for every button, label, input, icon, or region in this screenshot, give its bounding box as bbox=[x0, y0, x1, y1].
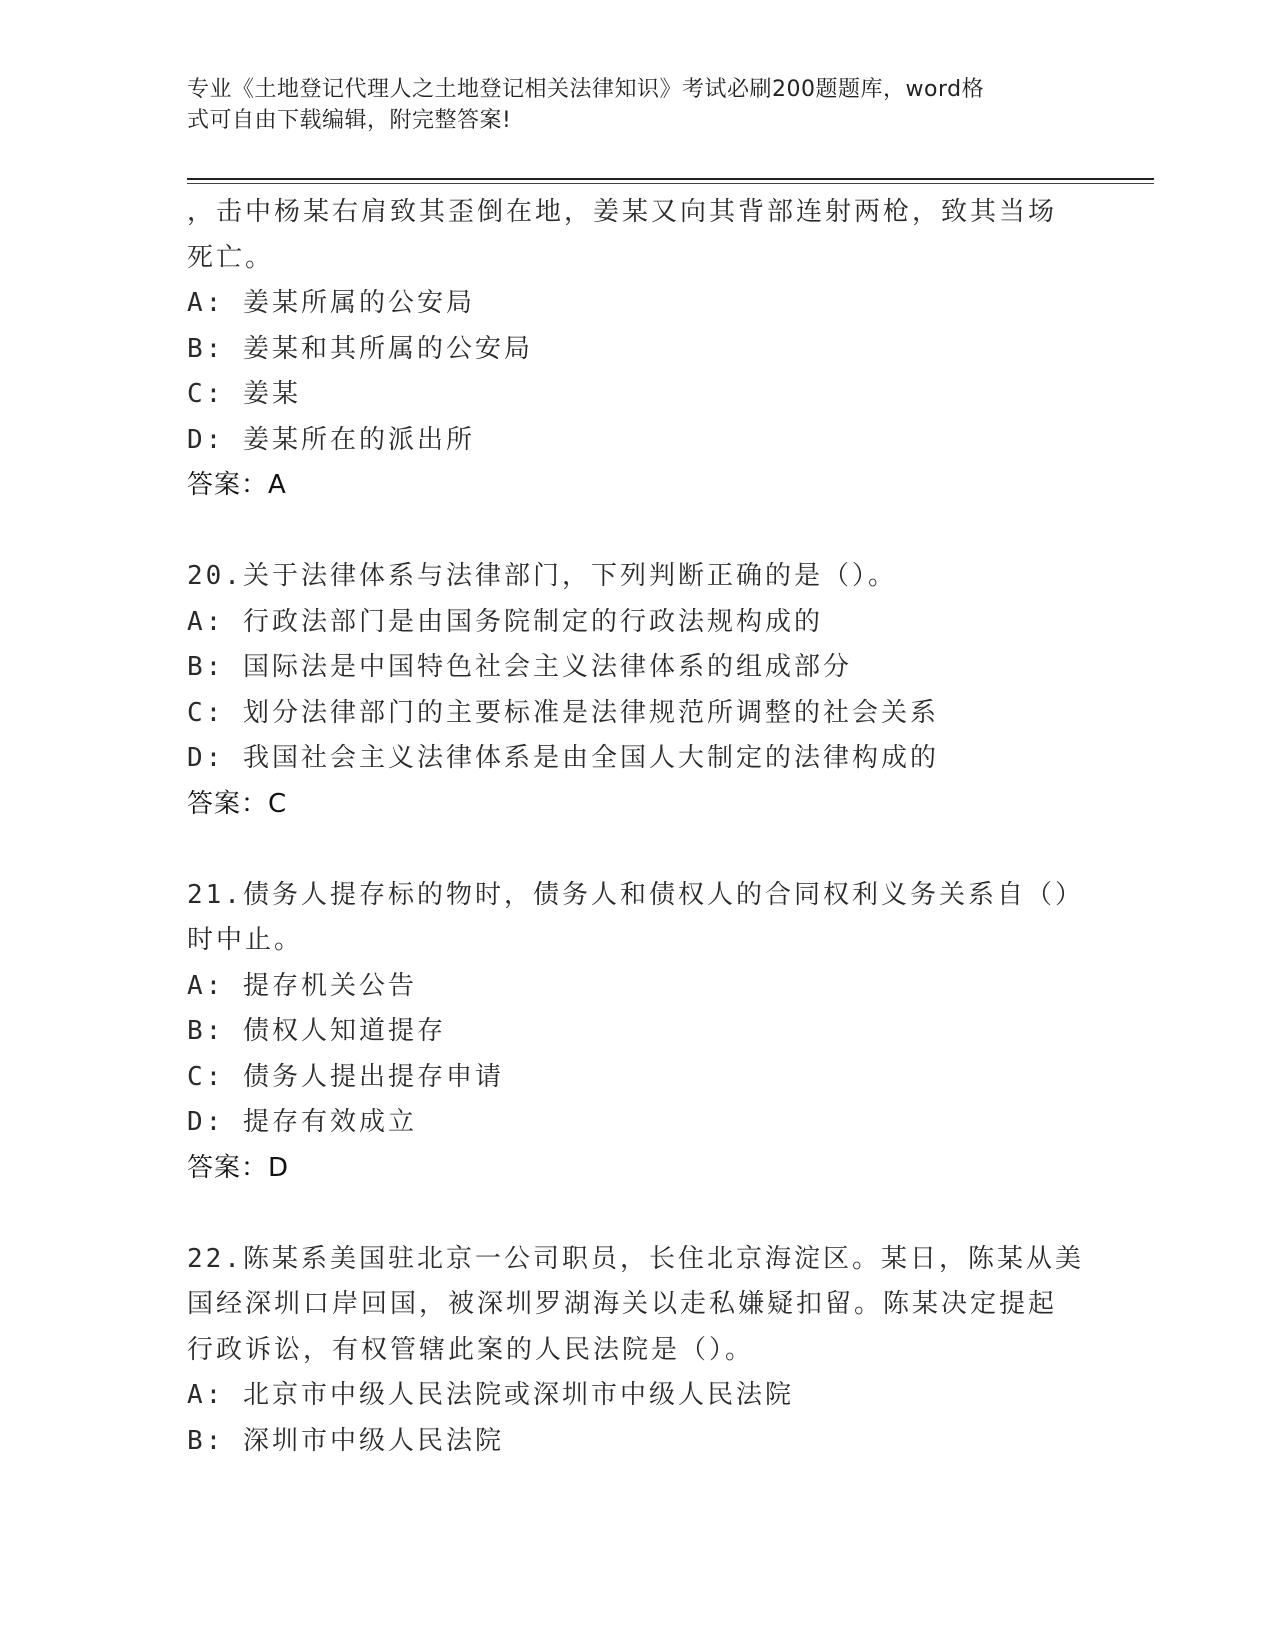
question-list bbox=[187, 190, 1087, 1464]
header-title-line-1: 专业《土地登记代理人之土地登记相关法律知识》考试必刷200题题库，word格 bbox=[187, 77, 985, 102]
option-d: D: 我国社会主义法律体系是由全国人大制定的法律构成的 bbox=[187, 743, 939, 773]
option-d: D: 提存有效成立 bbox=[187, 1107, 417, 1137]
option-a: A: 行政法部门是由国务院制定的行政法规构成的 bbox=[187, 606, 823, 637]
question-21 bbox=[187, 873, 1087, 1192]
question-stem-line: 21.债务人提存标的物时，债务人和债权人的合同权利义务关系自（） bbox=[187, 879, 1084, 910]
header-divider-thin bbox=[187, 183, 1154, 184]
option-c: C: 姜某 bbox=[187, 379, 301, 409]
question-stem-line: 时中止。 bbox=[187, 925, 304, 955]
question-stem-line: 死亡。 bbox=[187, 242, 275, 273]
question-20 bbox=[187, 554, 1087, 827]
option-b: B: 姜某和其所属的公安局 bbox=[187, 333, 533, 364]
option-c: C: 划分法律部门的主要标准是法律规范所调整的社会关系 bbox=[187, 697, 939, 728]
answer-line: 答案：A bbox=[187, 470, 287, 500]
option-a: A: 北京市中级人民法院或深圳市中级人民法院 bbox=[187, 1380, 794, 1410]
option-b: B: 债权人知道提存 bbox=[187, 1016, 446, 1046]
option-a: A: 提存机关公告 bbox=[187, 970, 417, 1001]
question-stem-line: 20.关于法律体系与法律部门，下列判断正确的是（）。 bbox=[187, 561, 897, 591]
option-b: B: 国际法是中国特色社会主义法律体系的组成部分 bbox=[187, 652, 852, 682]
header-title-line-2: 式可自由下载编辑，附完整答案! bbox=[187, 108, 512, 133]
header-divider-thick bbox=[187, 178, 1154, 180]
option-d: D: 姜某所在的派出所 bbox=[187, 424, 475, 455]
question-stem-line: 国经深圳口岸回国，被深圳罗湖海关以走私嫌疑扣留。陈某决定提起 bbox=[187, 1289, 1058, 1319]
answer-line: 答案：C bbox=[187, 788, 288, 819]
question-stem-line: 行政诉讼，有权管辖此案的人民法院是（）。 bbox=[187, 1334, 755, 1365]
question-spacer bbox=[187, 1191, 1087, 1237]
page-header bbox=[187, 74, 1067, 136]
answer-line: 答案：D bbox=[187, 1152, 290, 1183]
option-c: C: 债务人提出提存申请 bbox=[187, 1061, 504, 1092]
question-stem-line: ，击中杨某右肩致其歪倒在地，姜某又向其背部连射两枪，致其当场 bbox=[187, 197, 1058, 227]
question-spacer bbox=[187, 509, 1087, 555]
option-a: A: 姜某所属的公安局 bbox=[187, 288, 475, 318]
question-stem-line: 22.陈某系美国驻北京一公司职员，长住北京海淀区。某日，陈某从美 bbox=[187, 1243, 1084, 1274]
question-spacer bbox=[187, 827, 1087, 873]
option-b: B: 深圳市中级人民法院 bbox=[187, 1425, 504, 1456]
question-22 bbox=[187, 1237, 1087, 1465]
question-19 bbox=[187, 190, 1087, 509]
